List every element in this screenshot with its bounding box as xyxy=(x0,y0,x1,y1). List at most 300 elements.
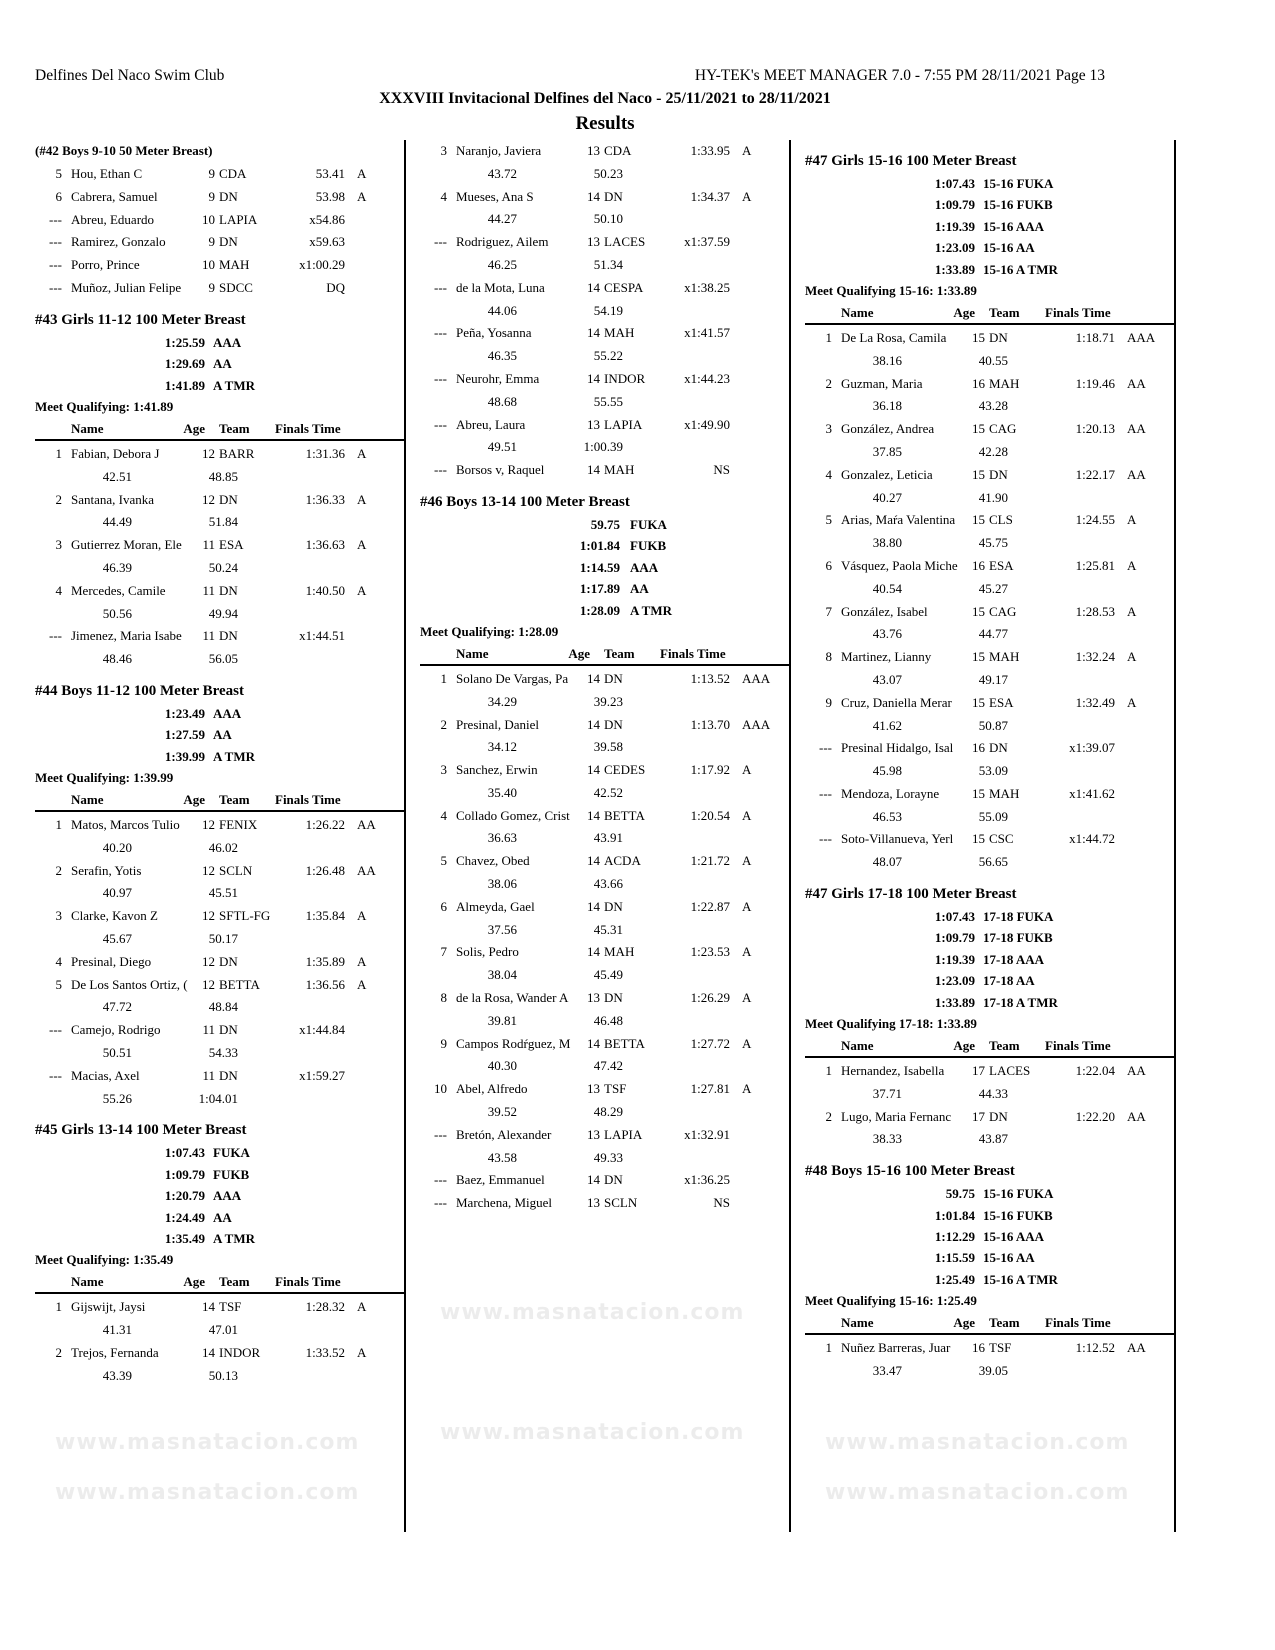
result-row xyxy=(35,254,405,277)
split-row xyxy=(805,441,1175,464)
swimmer-name: Gijswijt, Jaysi xyxy=(71,1299,146,1315)
finals-time: x1:37.59 xyxy=(684,234,730,250)
result-row xyxy=(420,140,790,163)
event-title-text: #45 Girls 13-14 100 Meter Breast xyxy=(35,1122,247,1139)
split-time: 43.58 xyxy=(487,1149,517,1165)
place: 5 xyxy=(825,512,832,528)
result-row xyxy=(35,1019,405,1042)
standard-code: A xyxy=(742,762,752,778)
split-time: 45.67 xyxy=(102,931,132,947)
standard-time: 1:33.89 xyxy=(934,994,975,1010)
split-row xyxy=(805,760,1175,783)
swimmer-name: Gutierrez Moran, Ele xyxy=(71,537,182,553)
age: 14 xyxy=(587,898,600,914)
standard-code: AA xyxy=(1127,466,1146,482)
team: DN xyxy=(604,716,623,732)
column-header-age: Age xyxy=(568,645,590,661)
split-time: 45.98 xyxy=(872,763,902,779)
split-time: 50.10 xyxy=(593,211,623,227)
standard-code: A xyxy=(1127,512,1137,528)
split-time: 49.33 xyxy=(593,1149,623,1165)
team: DN xyxy=(219,1067,238,1083)
age: 12 xyxy=(202,445,215,461)
standard-code: A xyxy=(357,166,367,181)
section-title: Results xyxy=(575,113,635,134)
split-row xyxy=(420,1101,790,1124)
swimmer-name: González, Isabel xyxy=(841,603,928,619)
split-row xyxy=(420,736,790,759)
standard-code: A xyxy=(357,908,367,924)
split-time: 34.12 xyxy=(487,739,517,755)
finals-time: 53.41 xyxy=(315,166,345,181)
swimmer-name: Cruz, Daniella Merar xyxy=(841,694,952,710)
finals-time: DQ xyxy=(326,279,345,295)
split-row xyxy=(420,300,790,323)
split-time: 50.87 xyxy=(978,717,1008,733)
standard-time: 1:39.99 xyxy=(164,748,205,764)
result-row xyxy=(420,668,790,691)
place: 4 xyxy=(55,582,62,598)
standard-code: AA xyxy=(1127,375,1146,391)
software-info: HY-TEK's MEET MANAGER 7.0 - 7:55 PM 28/11/2021 Page 13 xyxy=(694,67,1105,84)
split-time: 46.35 xyxy=(487,348,517,364)
standard-label: 15-16 AA xyxy=(983,1250,1035,1266)
place: --- xyxy=(434,1195,447,1211)
split-time: 43.87 xyxy=(978,1131,1008,1147)
time-standard xyxy=(805,970,1175,991)
place: 2 xyxy=(440,716,447,732)
swimmer-name: Solis, Pedro xyxy=(456,944,519,960)
time-standard xyxy=(35,746,405,767)
age: 14 xyxy=(587,807,600,823)
standard-time: 1:20.79 xyxy=(164,1188,205,1204)
standard-time: 1:07.43 xyxy=(934,909,975,925)
result-row xyxy=(420,368,790,391)
time-standard xyxy=(35,332,405,353)
standard-label: A TMR xyxy=(630,602,673,618)
result-row xyxy=(35,443,405,466)
team: FENIX xyxy=(219,817,258,833)
finals-time: 1:27.72 xyxy=(690,1035,730,1051)
split-row xyxy=(420,208,790,231)
result-row xyxy=(805,327,1175,350)
time-standard xyxy=(805,1226,1175,1247)
finals-time: 1:13.70 xyxy=(690,716,730,732)
meet-qualifying xyxy=(35,1249,405,1271)
place: --- xyxy=(434,1172,447,1188)
team: ESA xyxy=(989,557,1014,573)
standard-time: 1:09.79 xyxy=(934,197,975,213)
team: DN xyxy=(219,188,238,204)
standard-code: A xyxy=(742,1081,752,1097)
swimmer-name: Hernandez, Isabella xyxy=(841,1063,945,1079)
team: MAH xyxy=(604,944,635,960)
swimmer-name: Guzman, Maria xyxy=(841,375,923,391)
team: DN xyxy=(219,491,238,507)
place: 1 xyxy=(440,670,447,686)
meet-qualifying-text: Meet Qualifying 17-18: 1:33.89 xyxy=(805,1016,977,1032)
split-time: 46.02 xyxy=(208,839,238,855)
swimmer-name: Nuñez Barreras, Juar xyxy=(841,1340,951,1356)
standard-label: 17-18 A TMR xyxy=(983,994,1058,1010)
age: 12 xyxy=(202,908,215,924)
standard-code: A xyxy=(742,898,752,914)
swimmer-name: Baez, Emmanuel xyxy=(456,1172,545,1188)
split-row xyxy=(420,391,790,414)
split-time: 50.51 xyxy=(102,1045,132,1061)
column-header-age: Age xyxy=(953,304,975,320)
result-row xyxy=(420,1192,790,1215)
standard-code: A xyxy=(742,188,752,204)
finals-time: 1:27.81 xyxy=(690,1081,730,1097)
watermark: www.masnatacion.com xyxy=(55,1430,360,1455)
split-time: 44.77 xyxy=(978,626,1008,642)
team: LAPIA xyxy=(604,416,643,432)
split-time: 35.40 xyxy=(487,784,517,800)
split-time: 56.05 xyxy=(208,651,238,667)
standard-label: 15-16 FUKB xyxy=(983,1207,1053,1223)
result-row xyxy=(420,414,790,437)
place: --- xyxy=(434,1126,447,1142)
split-time: 37.71 xyxy=(872,1085,902,1101)
split-time: 38.80 xyxy=(872,535,902,551)
age: 13 xyxy=(587,1195,600,1211)
result-row xyxy=(805,555,1175,578)
meet-qualifying xyxy=(35,767,405,789)
team: DN xyxy=(604,670,623,686)
event-title-text: #43 Girls 11-12 100 Meter Breast xyxy=(35,311,246,328)
split-time: 41.31 xyxy=(102,1322,132,1338)
standard-label: AA xyxy=(630,581,649,597)
result-row xyxy=(420,322,790,345)
standard-code: AA xyxy=(1127,1063,1146,1079)
split-row xyxy=(805,532,1175,555)
split-row xyxy=(805,578,1175,601)
standard-label: A TMR xyxy=(213,748,256,764)
age: 13 xyxy=(587,234,600,250)
split-time: 45.31 xyxy=(593,921,623,937)
finals-time: x54.86 xyxy=(309,211,345,227)
result-row xyxy=(805,646,1175,669)
standard-code: A xyxy=(742,807,752,823)
team: MAH xyxy=(604,325,635,341)
swimmer-name: Mercedes, Camile xyxy=(71,582,166,598)
swimmer-name: De La Rosa, Camila xyxy=(841,329,947,345)
place: 2 xyxy=(825,375,832,391)
split-time: 36.18 xyxy=(872,398,902,414)
result-row xyxy=(420,896,790,919)
time-standard xyxy=(420,578,790,599)
swimmer-name: Martinez, Lianny xyxy=(841,649,932,665)
split-row xyxy=(420,919,790,942)
place: 2 xyxy=(825,1108,832,1124)
swimmer-name: Matos, Marcos Tulio xyxy=(71,817,180,833)
split-row xyxy=(420,1055,790,1078)
standard-label: FUKB xyxy=(213,1166,250,1182)
meet-qualifying xyxy=(805,280,1175,302)
finals-time: 1:32.49 xyxy=(1075,694,1115,710)
standard-time: 59.75 xyxy=(590,516,620,532)
finals-time: x1:38.25 xyxy=(684,279,730,295)
age: 14 xyxy=(587,762,600,778)
place: 2 xyxy=(55,491,62,507)
finals-time: 1:24.55 xyxy=(1075,512,1115,528)
standard-time: 1:24.49 xyxy=(164,1209,205,1225)
team: MAH xyxy=(219,257,250,273)
swimmer-name: Naranjo, Javiera xyxy=(456,143,542,158)
split-time: 51.84 xyxy=(208,514,238,530)
team: DN xyxy=(604,990,623,1006)
result-row xyxy=(420,459,790,482)
result-row xyxy=(420,850,790,873)
finals-time: x1:49.90 xyxy=(684,416,730,432)
swimmer-name: Marchena, Miguel xyxy=(456,1195,553,1211)
finals-time: 1:36.63 xyxy=(305,537,345,553)
place: --- xyxy=(49,1067,62,1083)
split-time: 40.20 xyxy=(102,839,132,855)
split-time: 36.63 xyxy=(487,830,517,846)
split-time: 40.27 xyxy=(872,489,902,505)
event-title xyxy=(805,150,1175,173)
team: SCLN xyxy=(219,862,253,878)
event-title-text: #46 Boys 13-14 100 Meter Breast xyxy=(420,493,630,510)
swimmer-name: Solano De Vargas, Pa xyxy=(456,670,569,686)
place: 10 xyxy=(434,1081,447,1097)
column-header-age: Age xyxy=(953,1038,975,1054)
column-header-team: Team xyxy=(219,420,250,436)
age: 12 xyxy=(202,976,215,992)
split-row xyxy=(420,436,790,459)
standard-time: 1:01.84 xyxy=(579,538,620,554)
place: 9 xyxy=(825,694,832,710)
finals-time: 1:18.71 xyxy=(1075,329,1115,345)
result-row xyxy=(805,418,1175,441)
standard-time: 1:09.79 xyxy=(164,1166,205,1182)
split-time: 43.07 xyxy=(872,671,902,687)
standard-label: 17-18 AA xyxy=(983,973,1035,989)
swimmer-name: Peña, Yosanna xyxy=(456,325,532,341)
place: --- xyxy=(49,234,62,250)
swimmer-name: Presinal Hidalgo, Isal xyxy=(841,740,954,756)
team: MAH xyxy=(604,462,635,478)
result-row xyxy=(420,759,790,782)
split-row xyxy=(420,782,790,805)
time-standard xyxy=(35,1228,405,1249)
place: --- xyxy=(49,257,62,273)
swimmer-name: Bretón, Alexander xyxy=(456,1126,552,1142)
result-row xyxy=(420,186,790,209)
team: CSC xyxy=(989,831,1014,847)
place: 6 xyxy=(55,188,62,204)
swimmer-name: Lugo, Maria Fernanc xyxy=(841,1108,952,1124)
team: BETTA xyxy=(604,1035,645,1051)
finals-time: 1:31.36 xyxy=(305,445,345,461)
event-title-text: #47 Girls 15-16 100 Meter Breast xyxy=(805,153,1017,169)
split-row xyxy=(35,996,405,1019)
swimmer-name: Rodriguez, Ailem xyxy=(456,234,549,250)
time-standard xyxy=(805,906,1175,927)
age: 15 xyxy=(972,831,985,847)
team: DN xyxy=(989,329,1008,345)
split-row xyxy=(35,1042,405,1065)
swimmer-name: Abreu, Eduardo xyxy=(71,211,155,227)
swimmer-name: Porro, Prince xyxy=(71,257,140,273)
split-time: 43.28 xyxy=(978,398,1008,414)
event-title xyxy=(35,680,405,703)
split-row xyxy=(805,715,1175,738)
swimmer-name: Abel, Alfredo xyxy=(456,1081,528,1097)
meet-qualifying xyxy=(805,1290,1175,1312)
result-row xyxy=(420,1169,790,1192)
place: 7 xyxy=(825,603,832,619)
standard-label: A TMR xyxy=(213,377,256,393)
team: INDOR xyxy=(604,370,646,386)
split-time: 45.51 xyxy=(208,885,238,901)
swimmer-name: Mueses, Ana S xyxy=(456,188,534,204)
split-time: 44.49 xyxy=(102,514,132,530)
swimmer-name: Borsos v, Raquel xyxy=(456,462,545,478)
standard-label: AA xyxy=(213,356,232,372)
split-time: 34.29 xyxy=(487,693,517,709)
time-standard xyxy=(420,514,790,535)
place: --- xyxy=(434,325,447,341)
column-header-name: Name xyxy=(841,1038,874,1054)
place: 1 xyxy=(55,445,62,461)
time-standard xyxy=(805,1183,1175,1204)
split-row xyxy=(805,395,1175,418)
swimmer-name: Ramirez, Gonzalo xyxy=(71,234,166,250)
standard-code: A xyxy=(742,944,752,960)
age: 14 xyxy=(587,1172,600,1188)
place: --- xyxy=(49,1022,62,1038)
age: 15 xyxy=(972,694,985,710)
standard-time: 1:19.39 xyxy=(934,951,975,967)
column-header-finals-time: Finals Time xyxy=(275,1274,341,1290)
split-time: 38.04 xyxy=(487,967,517,983)
standard-label: 17-18 FUKB xyxy=(983,930,1053,946)
place: --- xyxy=(434,279,447,295)
standard-time: 1:27.59 xyxy=(164,727,205,743)
event-title-text: #44 Boys 11-12 100 Meter Breast xyxy=(35,682,244,699)
column-header-age: Age xyxy=(183,420,205,436)
age: 14 xyxy=(587,670,600,686)
split-time: 48.46 xyxy=(102,651,132,667)
split-time: 46.48 xyxy=(593,1012,623,1028)
split-row xyxy=(805,851,1175,874)
team: ESA xyxy=(219,537,244,553)
standard-time: 1:23.09 xyxy=(934,240,975,256)
age: 9 xyxy=(208,188,215,204)
column-header-name: Name xyxy=(456,645,489,661)
split-time: 42.52 xyxy=(593,784,623,800)
result-row xyxy=(805,601,1175,624)
place: 7 xyxy=(440,944,447,960)
split-row xyxy=(805,806,1175,829)
age: 13 xyxy=(587,1126,600,1142)
split-time: 41.90 xyxy=(978,489,1008,505)
split-time: 54.33 xyxy=(208,1045,238,1061)
standard-label: 15-16 FUKA xyxy=(983,1186,1054,1202)
result-row xyxy=(805,1060,1175,1083)
result-row xyxy=(420,277,790,300)
finals-time: x1:41.57 xyxy=(684,325,730,341)
split-time: 43.76 xyxy=(872,626,902,642)
age: 16 xyxy=(972,375,985,391)
standard-time: 1:14.59 xyxy=(579,559,620,575)
split-time: 48.29 xyxy=(593,1104,623,1120)
swimmer-name: de la Rosa, Wander A xyxy=(456,990,569,1006)
result-row xyxy=(420,1124,790,1147)
result-row xyxy=(35,1296,405,1319)
split-time: 47.72 xyxy=(102,999,132,1015)
finals-time: 1:26.22 xyxy=(305,817,345,833)
place: 9 xyxy=(440,1035,447,1051)
standard-code: A xyxy=(1127,603,1137,619)
table-header xyxy=(805,302,1175,325)
age: 16 xyxy=(972,557,985,573)
split-time: 50.24 xyxy=(208,559,238,575)
column-header-finals-time: Finals Time xyxy=(1045,1038,1111,1054)
result-row xyxy=(805,1106,1175,1129)
split-time: 39.81 xyxy=(487,1012,517,1028)
standard-time: 59.75 xyxy=(945,1186,975,1202)
split-time: 40.30 xyxy=(487,1058,517,1074)
split-time: 45.27 xyxy=(978,580,1008,596)
age: 10 xyxy=(202,257,215,273)
finals-time: 1:22.04 xyxy=(1075,1063,1115,1079)
column-header-team: Team xyxy=(219,792,250,808)
standard-time: 1:09.79 xyxy=(934,930,975,946)
result-row xyxy=(35,1065,405,1088)
result-row xyxy=(35,580,405,603)
team: TSF xyxy=(989,1340,1012,1356)
finals-time: x1:36.25 xyxy=(684,1172,730,1188)
result-row xyxy=(805,783,1175,806)
age: 16 xyxy=(972,740,985,756)
finals-time: x1:44.72 xyxy=(1069,831,1115,847)
swimmer-name: Neurohr, Emma xyxy=(456,370,540,386)
club-name: Delfines Del Naco Swim Club xyxy=(35,67,225,84)
standard-code: A xyxy=(357,188,367,204)
age: 14 xyxy=(587,944,600,960)
split-row xyxy=(35,648,405,671)
meet-qualifying-text: Meet Qualifying 15-16: 1:33.89 xyxy=(805,282,977,298)
finals-time: 1:22.87 xyxy=(690,898,730,914)
swimmer-name: Presinal, Daniel xyxy=(456,716,540,732)
team: DN xyxy=(219,628,238,644)
split-row xyxy=(420,345,790,368)
standard-code: AA xyxy=(1127,1340,1146,1356)
age: 13 xyxy=(587,990,600,1006)
team: MAH xyxy=(989,649,1020,665)
team: CESPA xyxy=(604,279,644,295)
standard-code: A xyxy=(1127,557,1137,573)
age: 12 xyxy=(202,953,215,969)
place: 1 xyxy=(825,1063,832,1079)
split-row xyxy=(420,1010,790,1033)
column-header-team: Team xyxy=(989,1315,1020,1331)
column-header-team: Team xyxy=(219,1274,250,1290)
split-time: 53.09 xyxy=(978,763,1008,779)
standard-code: AAA xyxy=(742,716,771,732)
team: LAPIA xyxy=(604,1126,643,1142)
meet-qualifying-text: Meet Qualifying: 1:28.09 xyxy=(420,623,559,639)
column-header-team: Team xyxy=(989,304,1020,320)
split-time: 44.33 xyxy=(978,1085,1008,1101)
split-row xyxy=(35,1088,405,1111)
watermark: www.masnatacion.com xyxy=(440,1420,745,1445)
split-time: 40.97 xyxy=(102,885,132,901)
